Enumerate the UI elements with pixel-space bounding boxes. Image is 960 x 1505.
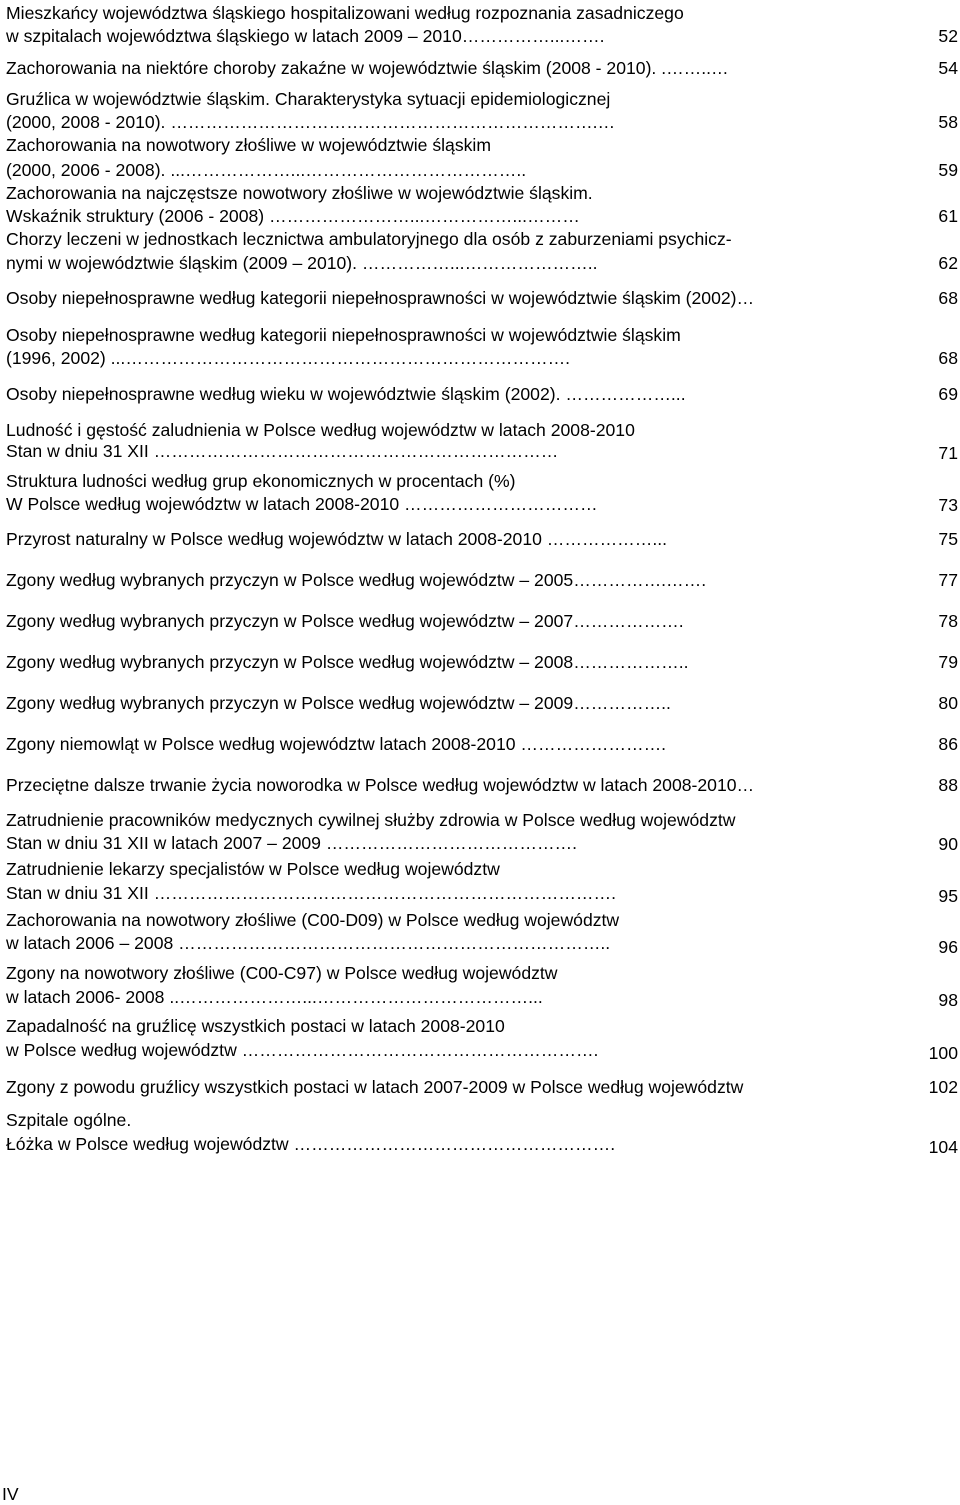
toc-entry-title-line: (2000, 2006 - 2008). ...………………...……………………………….. <box>6 160 527 180</box>
toc-entry-title-line: Stan w dniu 31 XII w latach 2007 – 2009 ……………………………………. <box>6 833 578 853</box>
toc-page-number: 78 <box>938 611 958 631</box>
toc-entry-title-line: Zachorowania na nowotwory złośliwe w województwie śląskim <box>6 135 491 155</box>
toc-entry-title-line: nymi w województwie śląskim (2009 – 2010). ……………...………………….. <box>6 253 598 273</box>
toc-entry-title-line: Ludność i gęstość zaludnienia w Polsce według województw w latach 2008-2010 <box>6 420 635 440</box>
page-footer-number: IV <box>2 1484 19 1504</box>
toc-entry-title-line: Zgony według wybranych przyczyn w Polsce według województw – 2005…………….……. <box>6 570 707 590</box>
toc-page-number: 54 <box>938 58 958 78</box>
toc-entry-title-line: w latach 2006 – 2008 ……………………………………………………………….. <box>6 933 611 953</box>
toc-entry-title-line: Osoby niepełnosprawne według kategorii niepełnosprawności w województwie śląskim <box>6 325 681 345</box>
toc-entry-title-line: Wskaźnik struktury (2006 - 2008) ……………………...……………...……… <box>6 206 580 226</box>
toc-entry-title-line: Mieszkańcy województwa śląskiego hospitalizowani według rozpoznania zasadniczego <box>6 3 684 23</box>
toc-entry-title-line: Zachorowania na niektóre choroby zakaźne w województwie śląskim (2008 - 2010). .……..… <box>6 58 729 78</box>
toc-page-number: 75 <box>938 529 958 549</box>
toc-entry-title-line: w latach 2006- 2008 ..…………………...………………………………... <box>6 987 543 1007</box>
toc-page-number: 61 <box>938 206 958 226</box>
toc-entry-title-line: Zgony na nowotwory złośliwe (C00-C97) w Polsce według województw <box>6 963 558 983</box>
toc-entry-title-line: Zgony z powodu gruźlicy wszystkich postaci w latach 2007-2009 w Polsce według województw <box>6 1077 744 1097</box>
toc-page-number: 102 <box>928 1077 958 1097</box>
toc-entry-title-line: Osoby niepełnosprawne według wieku w województwie śląskim (2002). ………………... <box>6 384 686 404</box>
toc-page-number: 69 <box>938 384 958 404</box>
toc-page-number: 96 <box>938 937 958 957</box>
toc-page-number: 80 <box>938 693 958 713</box>
toc-entry-title-line: Szpitale ogólne. <box>6 1110 132 1130</box>
toc-page-number: 95 <box>938 886 958 906</box>
toc-page-number: 90 <box>938 834 958 854</box>
toc-entry-title-line: (1996, 2002) ...…………………………………………………………………. <box>6 348 571 368</box>
toc-page-number: 71 <box>938 443 958 463</box>
toc-page-number: 68 <box>938 288 958 308</box>
toc-entry-title-line: Stan w dniu 31 XII ……………………………………………………………………. <box>6 883 617 903</box>
toc-entry-title-line: Przeciętne dalsze trwanie życia noworodka w Polsce według województw w latach 2008-2010… <box>6 775 755 795</box>
toc-entry-title-line: Zgony niemowląt w Polsce według województw latach 2008-2010 ……………………. <box>6 734 667 754</box>
toc-entry-title-line: Zatrudnienie pracowników medycznych cywilnej służby zdrowia w Polsce według województw <box>6 810 736 830</box>
toc-entry-title-line: Gruźlica w województwie śląskim. Charakterystyka sytuacji epidemiologicznej <box>6 89 611 109</box>
toc-entry-title-line: (2000, 2008 - 2010). ……………………………………………………………….… <box>6 112 616 132</box>
toc-entry-title-line: Stan w dniu 31 XII …………………………………………………………… <box>6 441 559 461</box>
toc-page-number: 79 <box>938 652 958 672</box>
toc-page-number: 98 <box>938 990 958 1010</box>
toc-page-number: 62 <box>938 253 958 273</box>
toc-page-number: 68 <box>938 348 958 368</box>
toc-entry-title-line: W Polsce według województw w latach 2008-2010 …………………………… <box>6 494 598 514</box>
toc-entry-title-line: Zgony według wybranych przyczyn w Polsce według województw – 2009…………….. <box>6 693 671 713</box>
toc-entry-title-line: Zachorowania na nowotwory złośliwe (C00-D09) w Polsce według województw <box>6 910 620 930</box>
toc-entry-title-line: Zgony według wybranych przyczyn w Polsce według województw – 2007………………. <box>6 611 684 631</box>
toc-page-number: 86 <box>938 734 958 754</box>
toc-page-number: 104 <box>928 1137 958 1157</box>
toc-entry-title-line: Osoby niepełnosprawne według kategorii niepełnosprawności w województwie śląskim (2002)… <box>6 288 755 308</box>
toc-entry-title-line: Zatrudnienie lekarzy specjalistów w Polsce według województw <box>6 859 500 879</box>
toc-entry-title-line: Zapadalność na gruźlicę wszystkich postaci w latach 2008-2010 <box>6 1016 505 1036</box>
toc-entry-title-line: Przyrost naturalny w Polsce według województw w latach 2008-2010 ………………... <box>6 529 668 549</box>
toc-page-number: 59 <box>938 160 958 180</box>
toc-entry-title-line: Łóżka w Polsce według województw ………………………………………………. <box>6 1134 616 1154</box>
toc-entry-title-line: Chorzy leczeni w jednostkach lecznictwa ambulatoryjnego dla osób z zaburzeniami psychicz- <box>6 229 732 249</box>
toc-entry-title-line: Zachorowania na najczęstsze nowotwory złośliwe w województwie śląskim. <box>6 183 593 203</box>
toc-entry-title-line: w szpitalach województwa śląskiego w latach 2009 – 2010……………...……. <box>6 26 605 46</box>
toc-entry-title-line: Struktura ludności według grup ekonomicznych w procentach (%) <box>6 471 516 491</box>
toc-page-number: 77 <box>938 570 958 590</box>
toc-page-number: 73 <box>938 495 958 515</box>
toc-page-number: 58 <box>938 112 958 132</box>
toc-page-number: 52 <box>938 26 958 46</box>
toc-page-number: 100 <box>928 1043 958 1063</box>
toc-entry-title-line: w Polsce według województw ……………………………………………………. <box>6 1040 599 1060</box>
toc-page-number: 88 <box>938 775 958 795</box>
toc-entry-title-line: Zgony według wybranych przyczyn w Polsce według województw – 2008……………….. <box>6 652 689 672</box>
